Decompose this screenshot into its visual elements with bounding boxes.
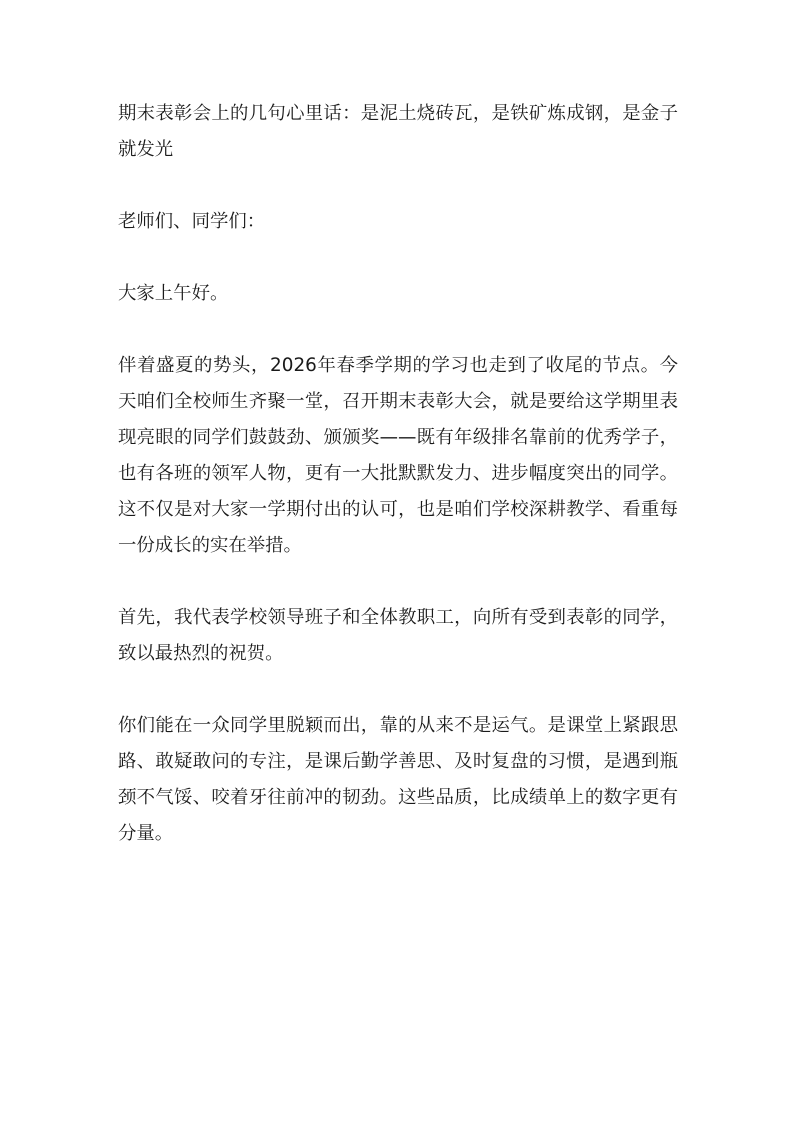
paragraph-3: 你们能在一众同学里脱颖而出，靠的从来不是运气。是课堂上紧跟思路、敢疑敢问的专注，是课后勤学善思、及时复盘的习惯，是遇到瓶颈不气馁、咬着牙往前冲的韧劲。这些品质，比成绩单上的数字更有分量。: [118, 715, 678, 844]
document-body: [118, 96, 678, 888]
document-title: 期末表彰会上的几句心里话：是泥土烧砖瓦，是铁矿炼成钢，是金子就发光: [118, 103, 678, 160]
salutation: 老师们、同学们：: [118, 211, 266, 232]
paragraph-1: 伴着盛夏的势头，2026年春季学期的学习也走到了收尾的节点。今天咱们全校师生齐聚一堂，召开期末表彰大会，就是要给这学期里表现亮眼的同学们鼓鼓劲、颁颁奖——既有年级排名靠前的优秀学子，也有各班的领军人物，更有一大批默默发力、进步幅度突出的同学。这不仅是对大家一学期付出的认可，也是咱们学校深耕教学、看重每一份成长的实在举措。: [118, 355, 678, 556]
greeting: 大家上午好。: [118, 283, 229, 304]
paragraph-2: 首先，我代表学校领导班子和全体教职工，向所有受到表彰的同学，致以最热烈的祝贺。: [118, 607, 678, 664]
